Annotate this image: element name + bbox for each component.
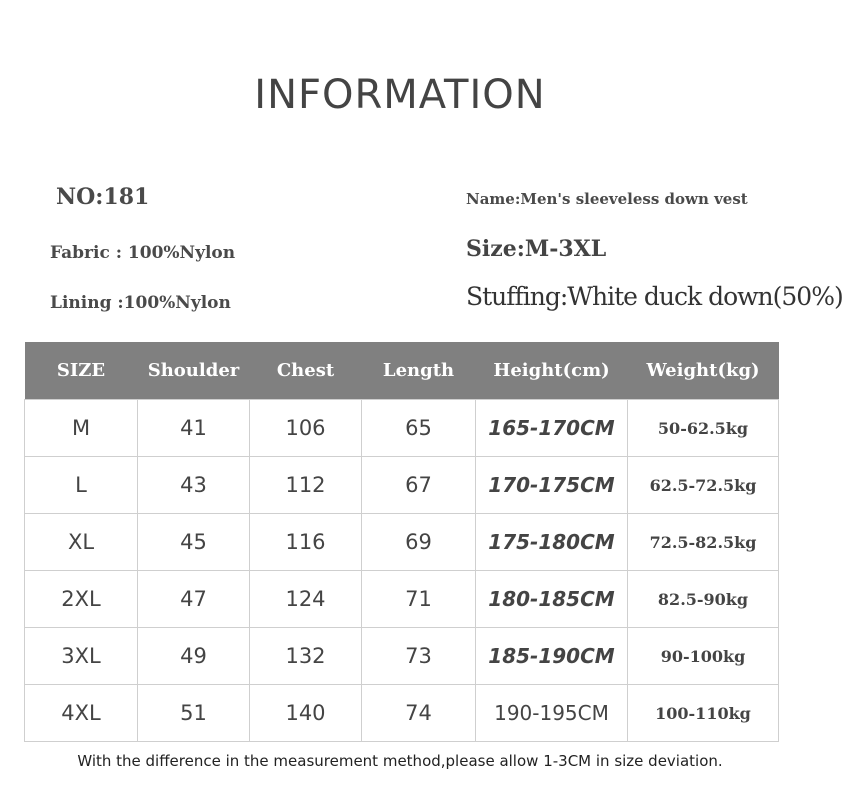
- cell-height: 170-175CM: [476, 457, 628, 514]
- cell-size: 4XL: [25, 685, 138, 742]
- product-number: NO:181: [56, 184, 150, 210]
- cell-chest: 124: [250, 571, 362, 628]
- cell-height: 165-170CM: [476, 400, 628, 457]
- cell-height: 185-190CM: [476, 628, 628, 685]
- cell-weight: 82.5-90kg: [628, 571, 779, 628]
- header-size: SIZE: [25, 342, 138, 400]
- table-row: [25, 400, 779, 457]
- cell-size: 2XL: [25, 571, 138, 628]
- size-range-info: Size:M-3XL: [466, 236, 607, 262]
- cell-shoulder: 49: [138, 628, 250, 685]
- page-title: INFORMATION: [254, 72, 546, 118]
- cell-weight: 90-100kg: [628, 628, 779, 685]
- cell-size: M: [25, 400, 138, 457]
- table-row: [25, 628, 779, 685]
- cell-shoulder: 43: [138, 457, 250, 514]
- cell-shoulder: 45: [138, 514, 250, 571]
- cell-length: 69: [362, 514, 476, 571]
- cell-length: 65: [362, 400, 476, 457]
- table-header-row: [25, 342, 779, 400]
- cell-length: 73: [362, 628, 476, 685]
- lining-info: Lining :100%Nylon: [50, 293, 231, 313]
- cell-length: 74: [362, 685, 476, 742]
- header-shoulder: Shoulder: [138, 342, 250, 400]
- table-row: [25, 571, 779, 628]
- cell-chest: 140: [250, 685, 362, 742]
- cell-height: 180-185CM: [476, 571, 628, 628]
- header-weight: Weight(kg): [628, 342, 779, 400]
- cell-weight: 62.5-72.5kg: [628, 457, 779, 514]
- cell-length: 71: [362, 571, 476, 628]
- cell-weight: 72.5-82.5kg: [628, 514, 779, 571]
- cell-shoulder: 41: [138, 400, 250, 457]
- cell-weight: 100-110kg: [628, 685, 779, 742]
- fabric-info: Fabric : 100%Nylon: [50, 243, 236, 263]
- cell-size: 3XL: [25, 628, 138, 685]
- cell-chest: 112: [250, 457, 362, 514]
- cell-height: 190-195CM: [476, 685, 628, 742]
- header-height: Height(cm): [476, 342, 628, 400]
- cell-shoulder: 51: [138, 685, 250, 742]
- table-row: [25, 685, 779, 742]
- cell-chest: 116: [250, 514, 362, 571]
- header-chest: Chest: [250, 342, 362, 400]
- cell-shoulder: 47: [138, 571, 250, 628]
- product-name: Name:Men's sleeveless down vest: [466, 190, 748, 208]
- stuffing-info: Stuffing:White duck down(50%): [466, 282, 843, 311]
- cell-size: L: [25, 457, 138, 514]
- header-length: Length: [362, 342, 476, 400]
- size-chart-table: [24, 342, 779, 742]
- cell-chest: 106: [250, 400, 362, 457]
- cell-height: 175-180CM: [476, 514, 628, 571]
- size-deviation-note: With the difference in the measurement method,please allow 1-3CM in size deviation.: [77, 752, 723, 770]
- table-row: [25, 457, 779, 514]
- cell-length: 67: [362, 457, 476, 514]
- table-row: [25, 514, 779, 571]
- cell-weight: 50-62.5kg: [628, 400, 779, 457]
- cell-size: XL: [25, 514, 138, 571]
- cell-chest: 132: [250, 628, 362, 685]
